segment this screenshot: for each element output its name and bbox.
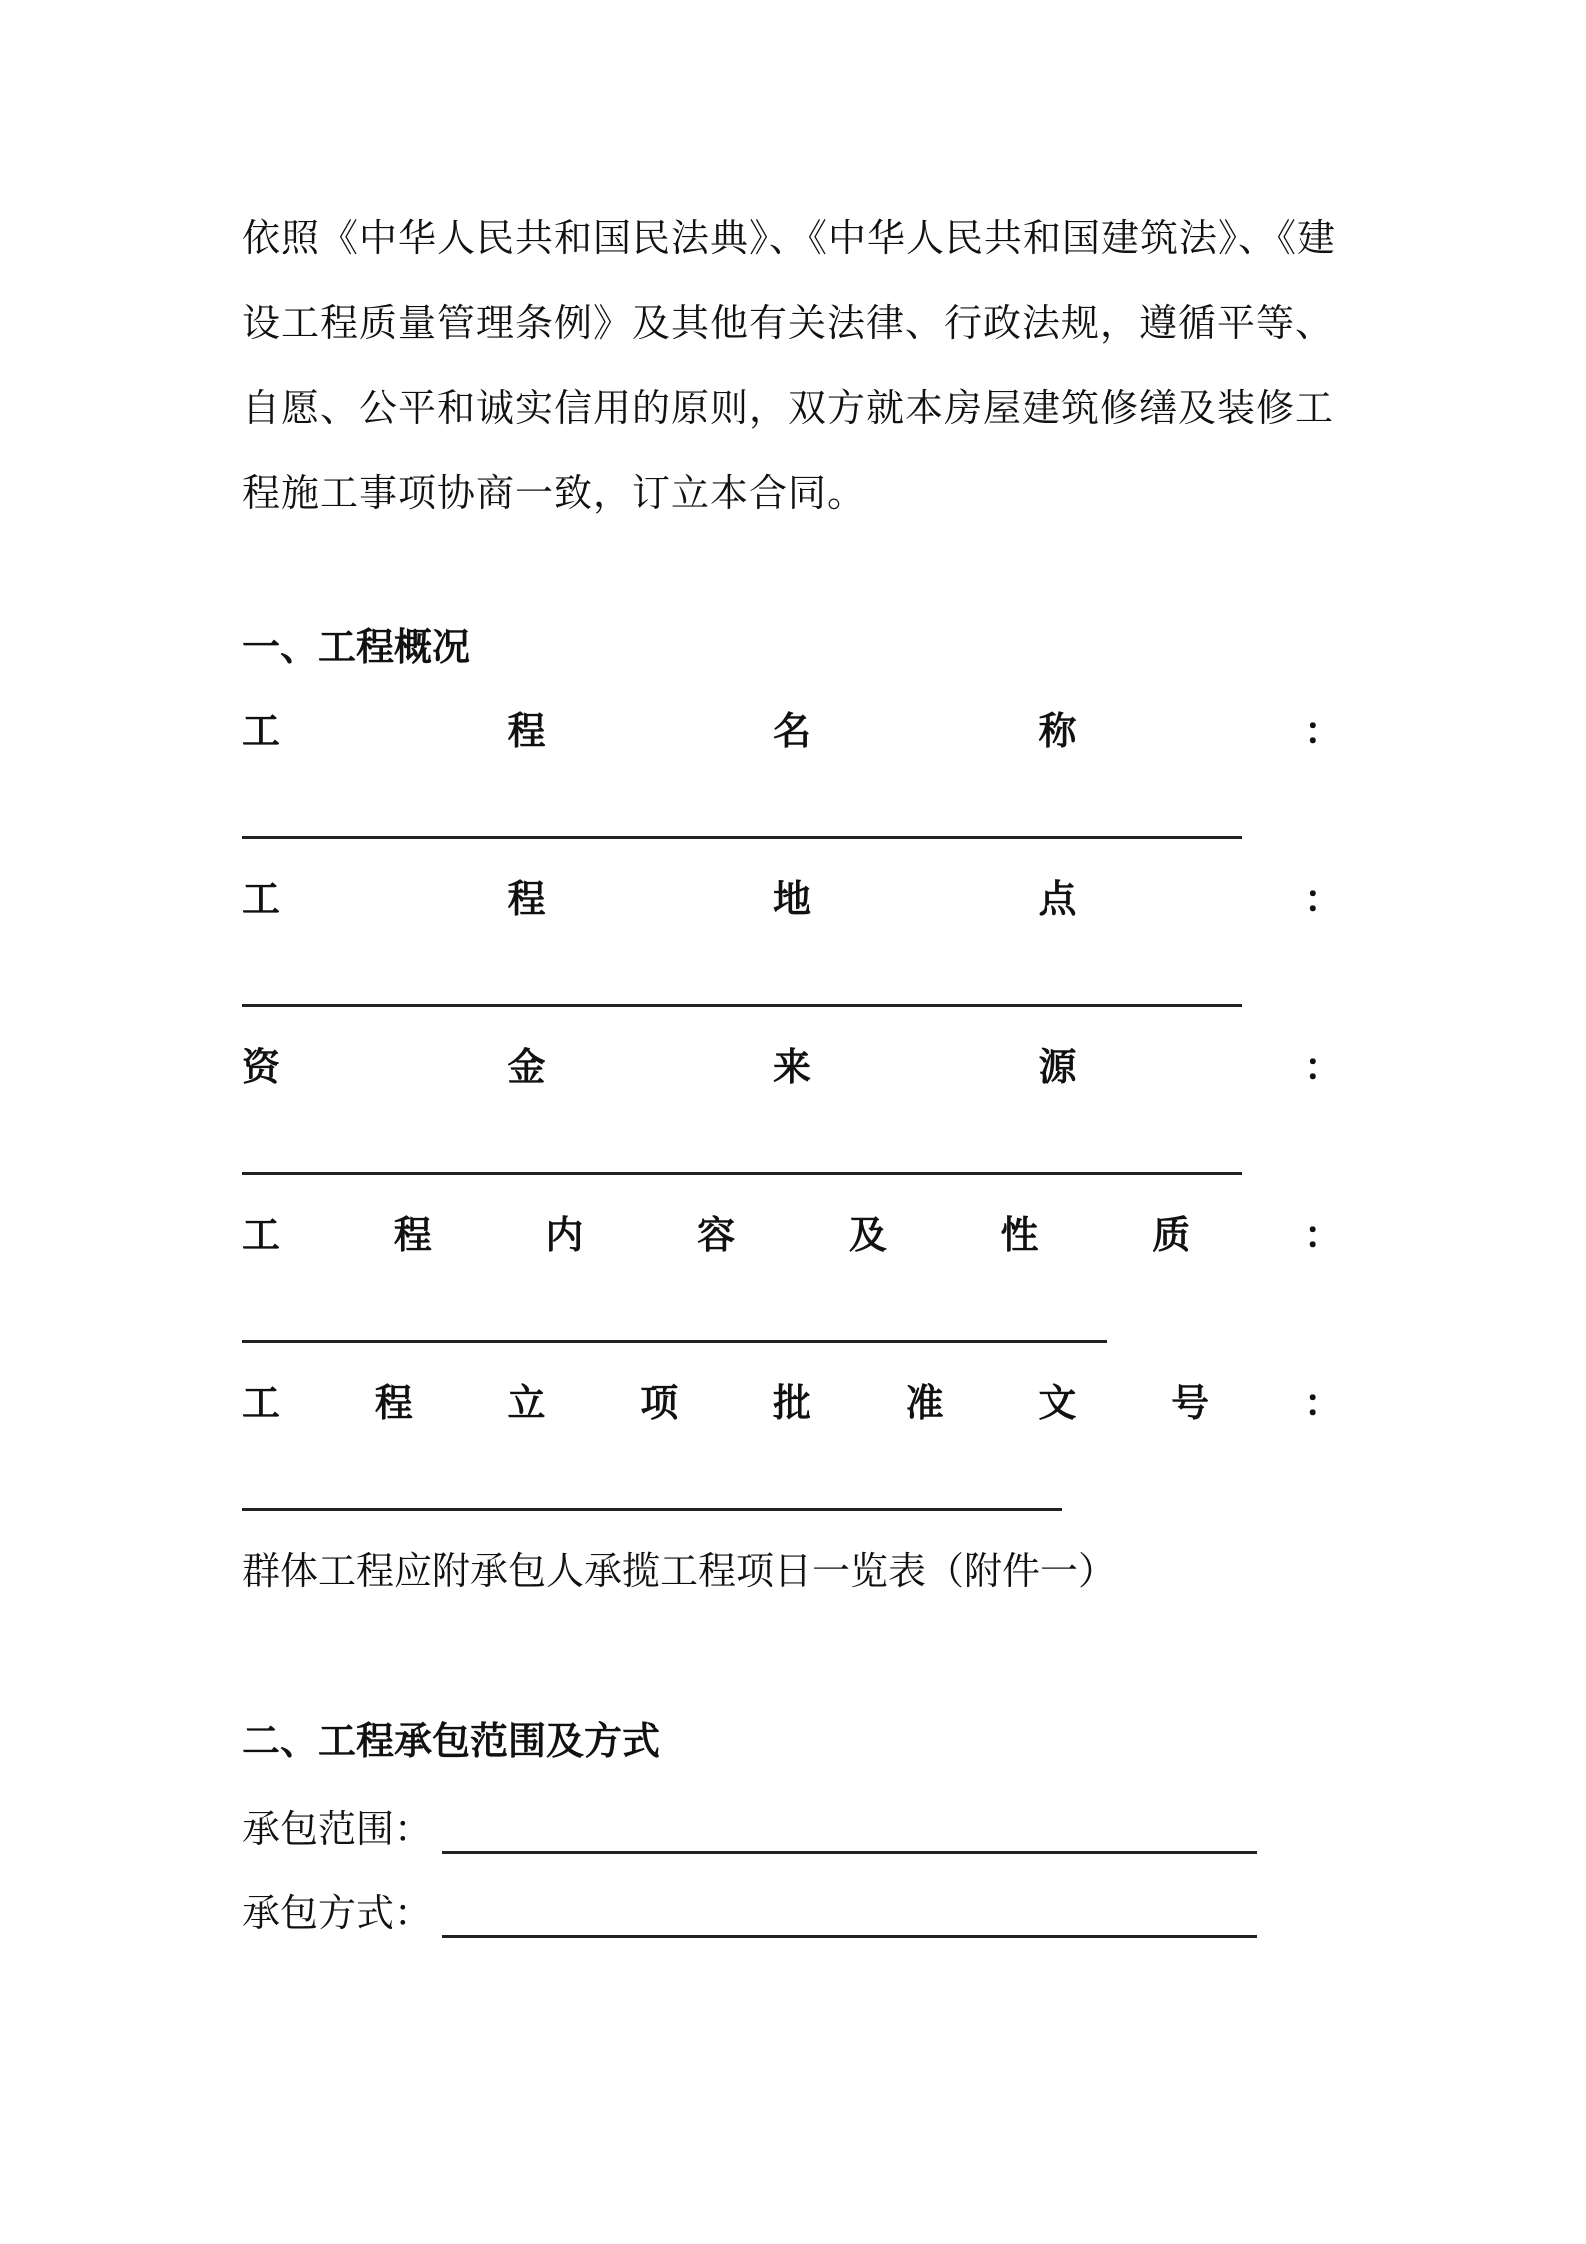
label-char: 资: [242, 1045, 281, 1089]
label-char: 程: [507, 709, 546, 753]
intro-paragraph: 依照《中华人民共和国民法典》、《中华人民共和国建筑法》、《建设工程质量管理条例》及其他有关法律、行政法规，遵循平等、自愿、公平和诚实信用的原则，双方就本房屋建筑修缮及装修工程施工事项协商一致，订立本合同。: [242, 216, 1337, 515]
section2-heading: 二、工程承包范围及方式: [242, 1719, 661, 1763]
project-name-blank[interactable]: [242, 836, 1242, 839]
label-char: 及: [848, 1213, 887, 1257]
approval-number-blank[interactable]: [242, 1508, 1062, 1511]
label-char: 名: [772, 709, 811, 753]
label-char: 号: [1171, 1381, 1210, 1425]
label-char: 称: [1038, 709, 1077, 753]
label-char: 工: [242, 877, 281, 921]
label-char: 程: [393, 1213, 432, 1257]
contract-scope-blank[interactable]: [442, 1817, 1257, 1854]
field-label-fund-source: [242, 1042, 1342, 1092]
label-char: ：: [1303, 877, 1342, 921]
project-location-blank[interactable]: [242, 1004, 1242, 1007]
contract-scope-label: 承包范围：: [242, 1807, 433, 1851]
label-char: 性: [1000, 1213, 1039, 1257]
label-char: ：: [1303, 709, 1342, 753]
label-char: 准: [905, 1381, 944, 1425]
field-label-project-content: [242, 1210, 1342, 1260]
project-content-blank[interactable]: [242, 1340, 1107, 1343]
label-char: 金: [507, 1045, 546, 1089]
label-char: 地: [772, 877, 811, 921]
label-char: 来: [772, 1045, 811, 1089]
label-char: 工: [242, 1381, 281, 1425]
contract-mode-row: [242, 1888, 1257, 1938]
group-project-note: 群体工程应附承包人承揽工程项日一览表（附件一）: [242, 1549, 1117, 1593]
label-char: 立: [507, 1381, 546, 1425]
label-char: 源: [1038, 1045, 1077, 1089]
label-char: ：: [1303, 1381, 1342, 1425]
label-char: 工: [242, 1213, 281, 1257]
label-char: 文: [1038, 1381, 1077, 1425]
label-char: 程: [374, 1381, 413, 1425]
label-char: 点: [1038, 877, 1077, 921]
contract-scope-row: [242, 1804, 1257, 1854]
contract-mode-label: 承包方式：: [242, 1891, 433, 1935]
label-char: 内: [545, 1213, 584, 1257]
label-char: 项: [640, 1381, 679, 1425]
label-char: ：: [1303, 1213, 1342, 1257]
label-char: 批: [772, 1381, 811, 1425]
field-label-approval-number: [242, 1378, 1342, 1428]
label-char: 程: [507, 877, 546, 921]
field-label-project-name: [242, 706, 1342, 756]
section1-heading: 一、工程概况: [242, 625, 471, 669]
label-char: 工: [242, 709, 281, 753]
field-label-project-location: [242, 874, 1342, 924]
label-char: ：: [1303, 1045, 1342, 1089]
label-char: 质: [1152, 1213, 1191, 1257]
fund-source-blank[interactable]: [242, 1172, 1242, 1175]
label-char: 容: [697, 1213, 736, 1257]
contract-mode-blank[interactable]: [442, 1901, 1257, 1938]
